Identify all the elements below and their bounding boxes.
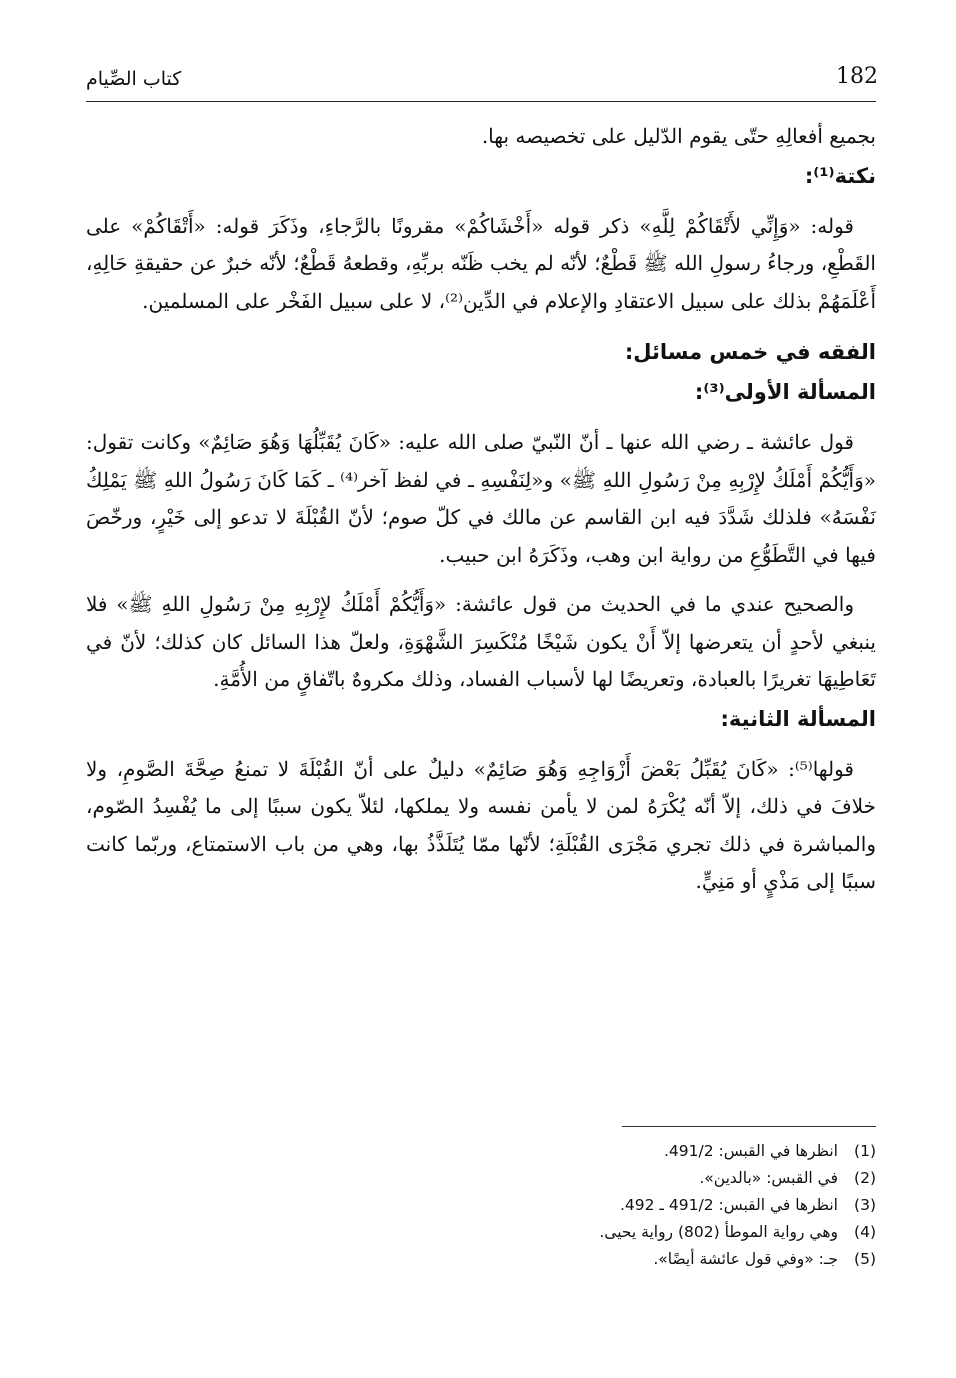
running-title: كتاب الصِّيام xyxy=(86,68,182,90)
footnote xyxy=(300,1219,876,1246)
footnote-text: جـ: «وفي قول عائشة أيضًا». xyxy=(653,1250,838,1268)
paragraph: قول عائشة ـ رضي الله عنها ـ أنّ النّبيّ صلى الله عليه: «كَانَ يُقَبِّلُهَا وَهُوَ صَائِمٌ» وكانت تقول: «وَأَيُّكُمْ أَمْلَكُ لإِرْبِهِ مِنْ رَسُولِ اللهِ ﷺ» و«لِنَفْسِهِ ـ في لفظ آخر⁽⁴⁾ ـ كَمَا كَانَ رَسُولُ اللهِ ﷺ يَمْلِكُ نَفْسَهُ» فلذلك شَدَّدَ فيه ابن القاسم عن مالك في كلّ صوم؛ لأنّ القُبْلَةَ لا تدعو إلى خَيْرٍ، ورخّصَ فيها في التَّطَوُّعِ من رواية ابن وهب، وذَكَرَهُ ابن حبيب. xyxy=(86,430,876,567)
header-divider xyxy=(86,101,876,102)
footnote-number: (3) xyxy=(854,1196,876,1214)
paragraph: قولها⁽⁵⁾: «كَانَ يُقَبِّلُ بَعْضَ أَزْوَاجِهِ وَهُوَ صَائِمٌ» دليلٌ على أنّ القُبْلَةَ لا تمنعُ صِحَّةَ الصَّومِ، ولا خلافَ في ذلك، إلاّ أنّه يُكْرَهُ لمن لا يأمن نفسه ولا يملكها، لئلاّ يكون سببًا إلى ما يُفْسِدُ الصّوم، والمباشرة في ذلك تجري مَجْرَى القُبْلَةِ؛ لأنّها ممّا يُتَلَذَّذُ بها، وهي من باب الاستمتاع، وربّما كانت سببًا إلى مَذْيٍ أو مَنِيٍّ. xyxy=(86,756,876,893)
footnote-number: (2) xyxy=(854,1169,876,1187)
footnote xyxy=(300,1165,876,1192)
section-heading: المسألة الأولى⁽³⁾: xyxy=(694,380,876,404)
footnote xyxy=(300,1192,876,1219)
footnote-divider xyxy=(622,1126,876,1127)
section-heading: نكتة⁽¹⁾: xyxy=(804,163,876,188)
footnote-number: (5) xyxy=(854,1250,876,1268)
footnote-text: وهي رواية الموطأ (802) رواية يحيى. xyxy=(599,1223,838,1241)
page-number: 182 xyxy=(836,64,878,89)
paragraph: والصحيح عندي ما في الحديث من قول عائشة: «وَأَيُّكُمْ أَمْلَكُ لإِرْبِهِ مِنْ رَسُولِ اللهِ ﷺ» فلا ينبغي لأحدٍ أن يتعرضها إلاّ أَنْ يكون شَيْخًا مُنْكَسِرَ الشَّهْوَةِ، ولعلّ هذا السائل كان كذلك؛ لأنّ في تَعَاطِيهَا تغريرًا بالعبادة، وتعريضًا لها لأسباب الفساد، وذلك مكروهٌ باتّفاقٍ من الأُمَّةِ. xyxy=(86,592,876,691)
paragraph: بجميع أفعالِهِ حتّى يقوم الدّليل على تخصيصه بها. xyxy=(481,124,876,148)
footnotes xyxy=(300,1138,876,1273)
paragraph: قوله: «وَإِنِّي لأَتْقَاكُمْ لِلَّهِ» ذكر قوله «أَخْشَاكُمْ» مقرونًا بالرَّجاءِ، وذَكَرَ قوله: «أَتْقَاكُمْ» على القَطْعِ، ورجاءُ رسولِ الله ﷺ قَطْعٌ؛ لأنّه لم يخب ظَنّه بربِّهِ، وقطعهُ قَطْعٌ؛ لأنّه خبرٌ عن حقيقةِ حَالِهِ، أَعْلَمَهُمْ بذلك على سبيل الاعتقادِ والإعلام في الدِّين⁽²⁾، لا على سبيل الفَخْر على المسلمين. xyxy=(86,213,876,313)
main-text xyxy=(86,118,876,901)
footnote-text: انظرها في القبس: 491/2 ـ 492. xyxy=(619,1196,838,1214)
footnote-text: في القبس: «بالدين». xyxy=(699,1169,838,1187)
footnote-text: انظرها في القبس: 491/2. xyxy=(663,1142,838,1160)
footnote-number: (1) xyxy=(854,1142,876,1160)
page-header xyxy=(86,58,878,98)
footnote-number: (4) xyxy=(854,1223,876,1241)
section-heading: المسألة الثانية: xyxy=(720,706,876,731)
section-heading: الفقه في خمس مسائل: xyxy=(624,340,876,364)
footnote xyxy=(300,1138,876,1165)
footnote xyxy=(300,1246,876,1273)
